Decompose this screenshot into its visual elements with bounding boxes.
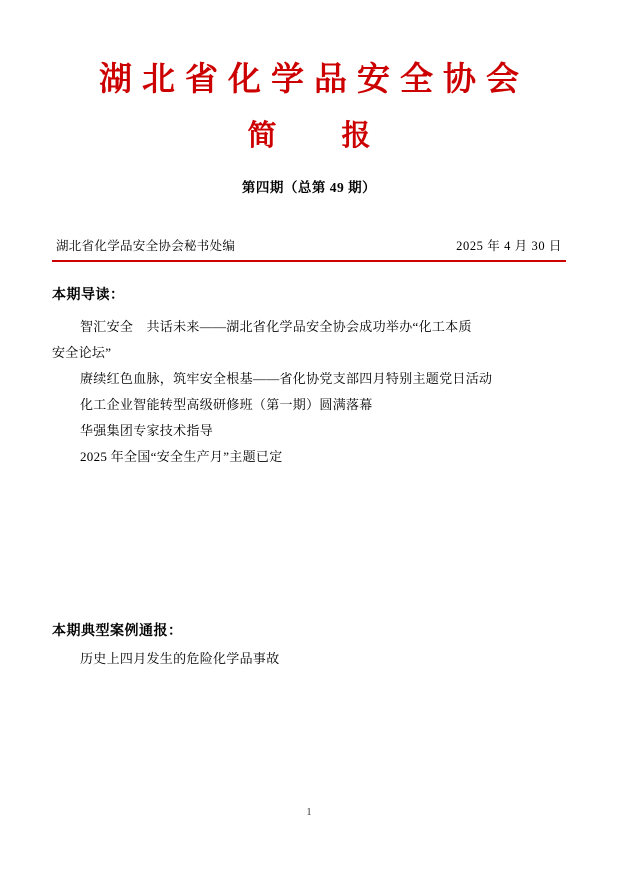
masthead-title-line1: 湖北省化学品安全协会 <box>99 62 529 98</box>
editor-label: 湖北省化学品安全协会秘书处编 <box>56 238 236 253</box>
toc-list <box>52 314 566 470</box>
toc-item-text-cont: 安全论坛” <box>52 344 112 360</box>
list-item <box>52 418 566 444</box>
masthead-title-line2: 简 报 <box>247 119 389 152</box>
content-spacer <box>52 470 566 620</box>
toc-item-text: 赓续红色血脉，筑牢安全根基——省化协党支部四月特别主题党日活动 <box>80 370 493 386</box>
toc-item-text: 2025 年全国“安全生产月”主题已定 <box>80 448 283 464</box>
list-item <box>52 314 566 366</box>
list-item: 历史上四月发生的危险化学品事故 <box>80 650 280 666</box>
masthead <box>52 0 566 154</box>
toc-item-text: 智汇安全 共话未来——湖北省化学品安全协会成功举办“化工本质 <box>80 318 472 334</box>
list-item <box>52 444 566 470</box>
issue-number: 第四期（总第 49 期） <box>241 179 377 195</box>
cases-heading: 本期典型案例通报： <box>52 623 183 639</box>
list-item <box>52 366 566 392</box>
toc-item-text: 华强集团专家技术指导 <box>80 422 214 438</box>
list-item <box>52 392 566 418</box>
toc-heading: 本期导读： <box>52 287 125 303</box>
publish-date: 2025 年 4 月 30 日 <box>456 238 562 253</box>
meta-row <box>52 236 566 260</box>
red-divider <box>52 260 566 262</box>
page-number: 1 <box>306 807 312 818</box>
toc-item-text: 化工企业智能转型高级研修班（第一期）圆满落幕 <box>80 396 373 412</box>
